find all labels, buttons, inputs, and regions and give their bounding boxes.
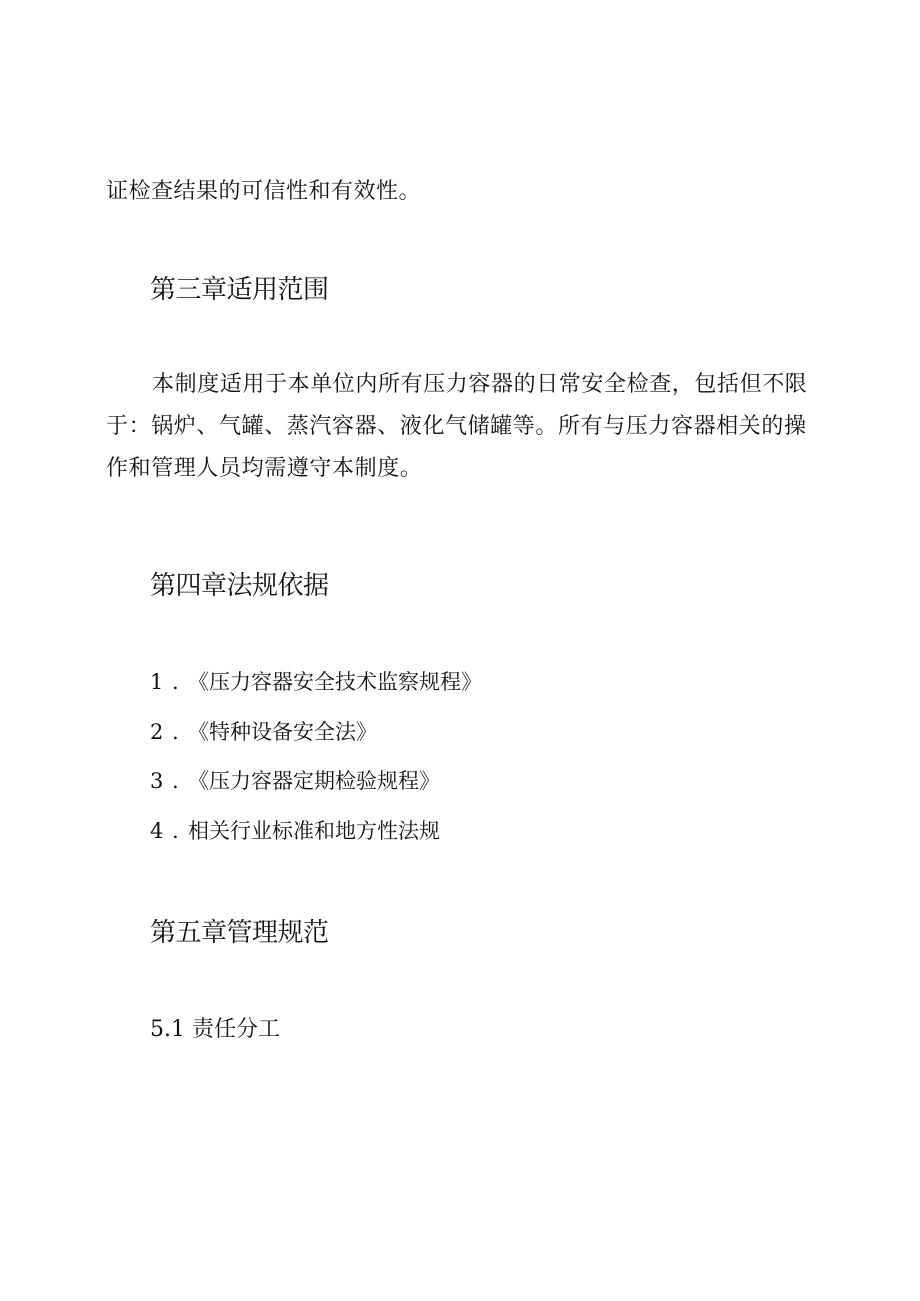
chapter5-heading: 第五章管理规范 <box>150 918 329 948</box>
list-item-text: 《压力容器定期检验规程》 <box>188 769 440 793</box>
list-item-text: 《压力容器安全技术监察规程》 <box>188 670 482 694</box>
section-number: 5.1 <box>150 1017 185 1042</box>
list-item <box>150 664 482 714</box>
list-item-text: 《特种设备安全法》 <box>188 719 377 744</box>
list-item <box>150 714 482 764</box>
chapter4-heading: 第四章法规依据 <box>150 571 329 601</box>
list-item-number: 4 <box>150 818 164 843</box>
paragraph-line: 本制度适用于本单位内所有压力容器的日常安全检查，包括但不限 <box>152 372 808 397</box>
list-item-dot: . <box>172 769 179 793</box>
list-item-dot: . <box>172 818 179 843</box>
regulation-list <box>150 664 482 862</box>
list-item <box>150 763 482 813</box>
list-item-number: 3 <box>150 769 164 793</box>
list-item-dot: . <box>172 670 179 694</box>
list-item-number: 2 <box>150 719 164 744</box>
chapter3-paragraph <box>106 364 826 490</box>
section-5-1-heading <box>150 1012 280 1048</box>
continuation-paragraph: 证检查结果的可信性和有效性。 <box>106 179 422 204</box>
paragraph-line: 于：锅炉、气罐、蒸汽容器、液化气储罐等。所有与压力容器相关的操 <box>106 414 807 439</box>
list-item-text: 相关行业标准和地方性法规 <box>188 818 440 843</box>
list-item-number: 1 <box>150 670 164 694</box>
chapter3-heading: 第三章适用范围 <box>150 275 329 305</box>
section-title: 责任分工 <box>192 1017 281 1042</box>
paragraph-line: 作和管理人员均需遵守本制度。 <box>106 456 423 481</box>
list-item-dot: . <box>172 719 179 744</box>
list-item <box>150 813 482 863</box>
